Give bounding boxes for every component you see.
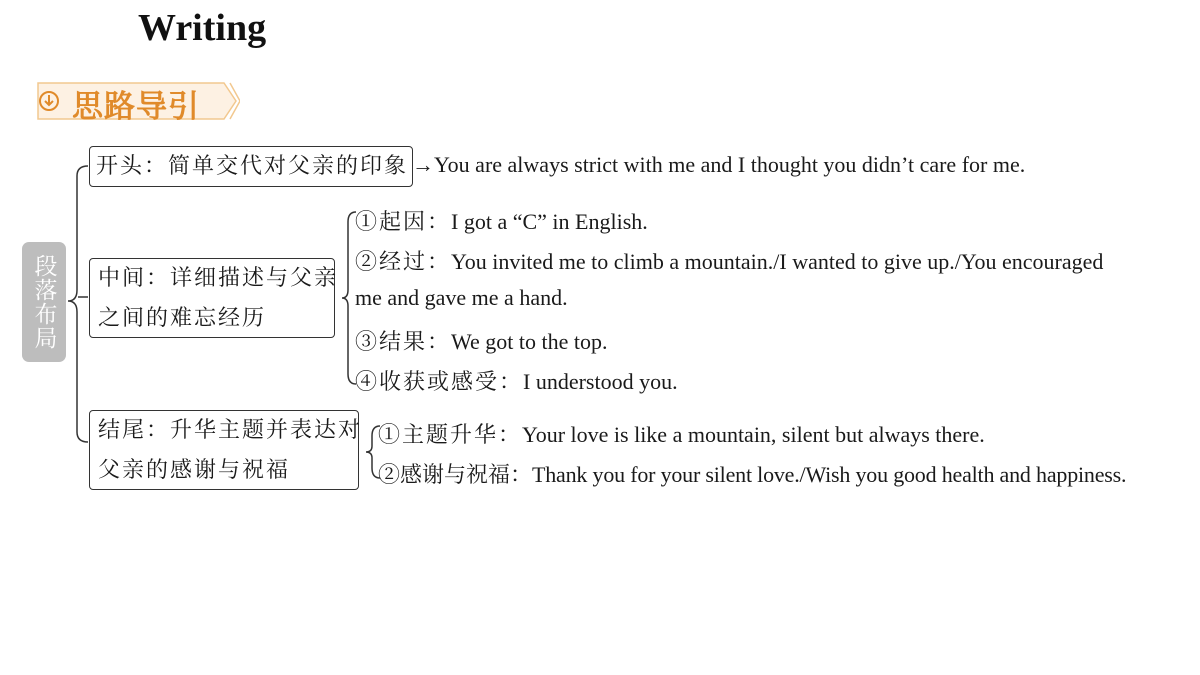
opening-box [89,146,413,187]
middle-item-text: me and gave me a hand. [355,285,568,310]
middle-label-line1: 中间：详细描述与父亲 [98,266,339,291]
ending-label-line1: 结尾：升华主题并表达对 [98,418,363,443]
ending-box [89,410,363,490]
guide-label: 思路导引 [72,89,200,125]
ending-item [378,418,985,449]
middle-item [355,245,1103,276]
middle-item-label: ④收获或感受： [355,370,524,395]
middle-item [355,325,608,356]
middle-item-text: We got to the top. [451,329,608,354]
middle-item-label: ①起因： [355,210,452,235]
middle-item-text: I got a “C” in English. [451,209,648,234]
ending-item-label: ②感谢与祝福： [378,463,533,488]
ending-label-line2: 父亲的感谢与祝福 [98,458,291,483]
middle-item [355,365,678,396]
opening-content: →You are always strict with me and I thought you didn’t care for me. [412,152,1026,177]
middle-item-text: You invited me to climb a mountain./I wanted to give up./You encouraged [451,249,1104,274]
ending-item-text: Thank you for your silent love./Wish you good health and happiness. [532,462,1127,487]
middle-item [355,285,568,311]
middle-item [355,205,648,236]
section-label-text: 段落布局 [30,254,57,350]
ending-item-text: Your love is like a mountain, silent but always there. [522,422,985,447]
middle-box [89,258,339,338]
middle-item-label: ②经过： [355,250,452,275]
middle-label-line2: 之间的难忘经历 [98,306,267,331]
opening-label: 开头：简单交代对父亲的印象 [96,154,409,179]
ending-item-label: ①主题升华： [378,423,523,448]
page-title: Writing [138,7,267,49]
middle-item-label: ③结果： [355,330,452,355]
ending-item [378,458,1126,489]
middle-brace [342,212,356,384]
middle-item-text: I understood you. [523,369,678,394]
